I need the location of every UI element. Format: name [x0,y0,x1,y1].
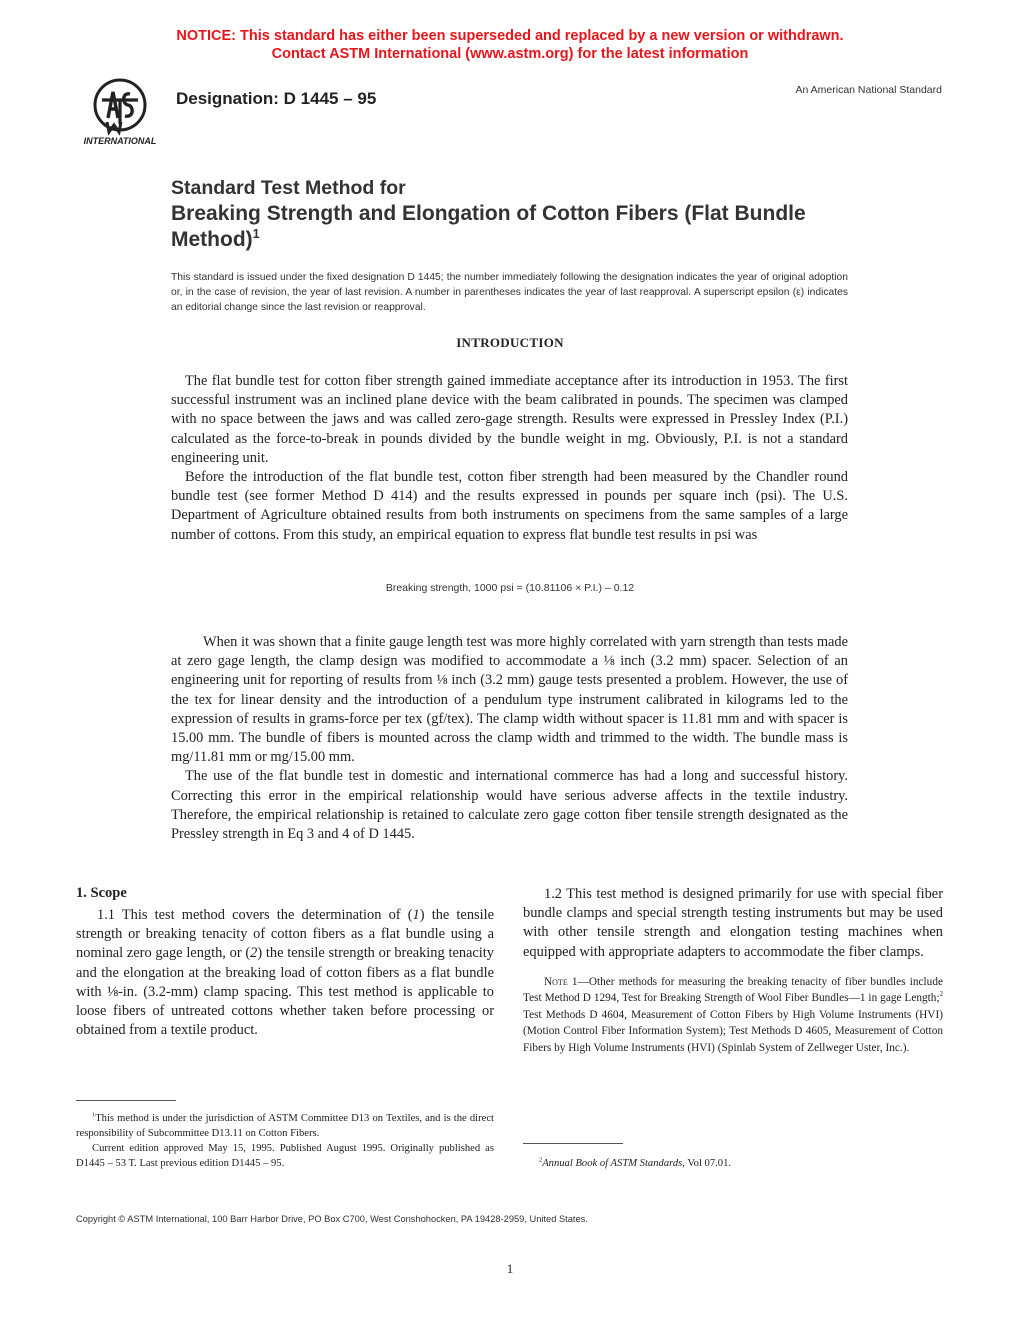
footnote-rule-left [76,1100,176,1101]
astm-logo-icon [78,78,162,146]
withdrawal-notice [0,27,1020,63]
copyright-line: Copyright © ASTM International, 100 Barr Harbor Drive, PO Box C700, West Conshohocken, PA 19428-2959, United States. [76,1214,588,1224]
note-text-b: Test Methods D 4604, Measurement of Cotton Fibers by High Volume Instruments (HVI) (Motion Control Fiber Information System); Test Methods D 4605, Measurement of Cotton Fibers by High Volume Instruments (HVI) (Spinlab System of Zellweger Uster, Inc.). [523,1008,943,1054]
footnote-1-para-b: Current edition approved May 15, 1995. Published August 1995. Originally published as D1445 – 53 T. Last previous edition D1445 – 95. [76,1143,494,1169]
footnote-1 [76,1111,494,1171]
footnote-1-text-a: This method is under the jurisdiction of ASTM Committee D13 on Textiles, and is the direct responsibility of Subcommittee D13.11 on Cotton Fibers. [76,1113,494,1139]
note-label: Note 1 [544,975,578,988]
intro-paragraph-3: When it was shown that a finite gauge length test was more highly correlated with yarn strength than tests made at zero gage length, the clamp design was modified to accommodate a ⅛ inch (3.2 mm) spacer. Selection of an engineering unit for reporting of results from ⅛ inch (3.2 mm) gauge tests presented a problem. However, the use of the tex for linear density and the introduction of a pendulum type instrument calibrated in kilograms led to the expression of results in grams-force per tex (gf/tex). The clamp width without spacer is 11.81 mm and with spacer is 15.00 mm. The bundle of fibers is mounted across the clamp width and trimmed to the width. The bundle mass is mg/11.81 mm or mg/15.00 mm. [171,634,848,766]
introduction-heading: INTRODUCTION [456,335,564,350]
intro-paragraph-4: The use of the flat bundle test in domestic and international commerce has had a long and successful history. Correcting this error in the empirical relationship would have serious adverse affects in the textile industry. Therefore, the empirical relationship is retained to calculate zero gage cotton fiber tensile strength designated as the Pressley strength in Eq 3 and 4 of D 1445. [171,768,848,843]
footnote-2 [523,1156,943,1171]
title-line-2 [171,201,871,253]
title-line-1: Standard Test Method for [171,177,406,199]
document-title [171,176,871,253]
section-1-1-text-b: ) the tensile strength or breaking tenacity of cotton fibers as a flat bundle using a nominal zero gage length, or ( [76,907,494,962]
footnote-2-mark: 2 [539,1156,543,1164]
note-footnote-mark: 2 [939,991,943,999]
section-1-1-text-c: ) the tensile strength or breaking tenacity and the elongation at the breaking load of cotton fibers as a flat bundle with ⅛-in. (3.2-mm) clamp spacing. This test method is applicable to loose fibers of untreated cottons whether taken before processing or obtained from a textile product. [76,945,494,1039]
right-column [523,885,943,1056]
section-1-2: 1.2 This test method is designed primarily for use with special fiber bundle clamps and special strength testing instruments but may be used with other tensile strength and elongation testing machines when equipped with appropriate adapters to accommodate the fiber clamps. [523,886,943,960]
scope-heading: 1. Scope [76,885,127,901]
section-1-1-text-a: 1.1 This test method covers the determination of ( [97,907,413,923]
item-number-1: 1 [412,907,420,923]
section-1-1 [76,906,494,1040]
introduction-body [171,372,848,545]
intro-paragraph-1: The flat bundle test for cotton fiber strength gained immediate acceptance after its introduction in 1953. The first successful instrument was an inclined plane device with the beam calibrated in pounds. The specimen was clamped with no space between the jaws and was called zero-gage strength. Results were expressed in Pressley Index (P.I.) calculated as the force-to-break in pounds divided by the bundle weight in mg. Obviously, P.I. is not a standard engineering unit. [171,373,848,466]
intro-paragraph-2: Before the introduction of the flat bundle test, cotton fiber strength had been measured by the Chandler round bundle test (see former Method D 414) and the results expressed in pounds per square inch (psi). The U.S. Department of Agriculture obtained results from both instruments on specimens from the same samples of a large number of cottons. From this study, an empirical equation to express flat bundle test results in psi was [171,469,848,543]
item-number-2: 2 [250,945,258,962]
page-number: 1 [506,1261,514,1276]
footnote-1-para-a [76,1111,494,1141]
footnote-2-text: , Vol 07.01. [682,1158,732,1169]
logo-international-text: INTERNATIONAL [83,136,157,146]
footnote-1-mark: 1 [92,1111,96,1119]
footnote-rule-right [523,1143,623,1144]
designation: Designation: D 1445 – 95 [176,89,377,108]
left-column [76,885,494,1040]
footnote-2-title: Annual Book of ASTM Standards [542,1158,683,1169]
note-text-a: —Other methods for measuring the breaking tenacity of fiber bundles include Test Method D 1294, Test for Breaking Strength of Wool Fiber Bundles—1 in gage Length; [523,975,943,1005]
note-1 [523,974,943,1057]
astm-logo [78,78,162,146]
notice-line-2: Contact ASTM International (www.astm.org) for the latest information [271,46,749,62]
notice-line-1: NOTICE: This standard has either been superseded and replaced by a new version or withdrawn. [176,28,844,44]
title-main: Breaking Strength and Elongation of Cotton Fibers (Flat Bundle Method) [171,202,806,251]
strength-equation: Breaking strength, 1000 psi = (10.81106 × P.I.) – 0.12 [385,582,635,594]
issuance-note: This standard is issued under the fixed designation D 1445; the number immediately following the designation indicates the year of original adoption or, in the case of revision, the year of last revision. A number in parentheses indicates the year of last reapproval. A superscript epsilon (ε) indicates an editorial change since the last revision or reapproval. [171,272,848,313]
title-footnote-mark: 1 [252,227,260,241]
introduction-body-continued [171,633,848,844]
american-national-standard-label: An American National Standard [795,84,942,96]
